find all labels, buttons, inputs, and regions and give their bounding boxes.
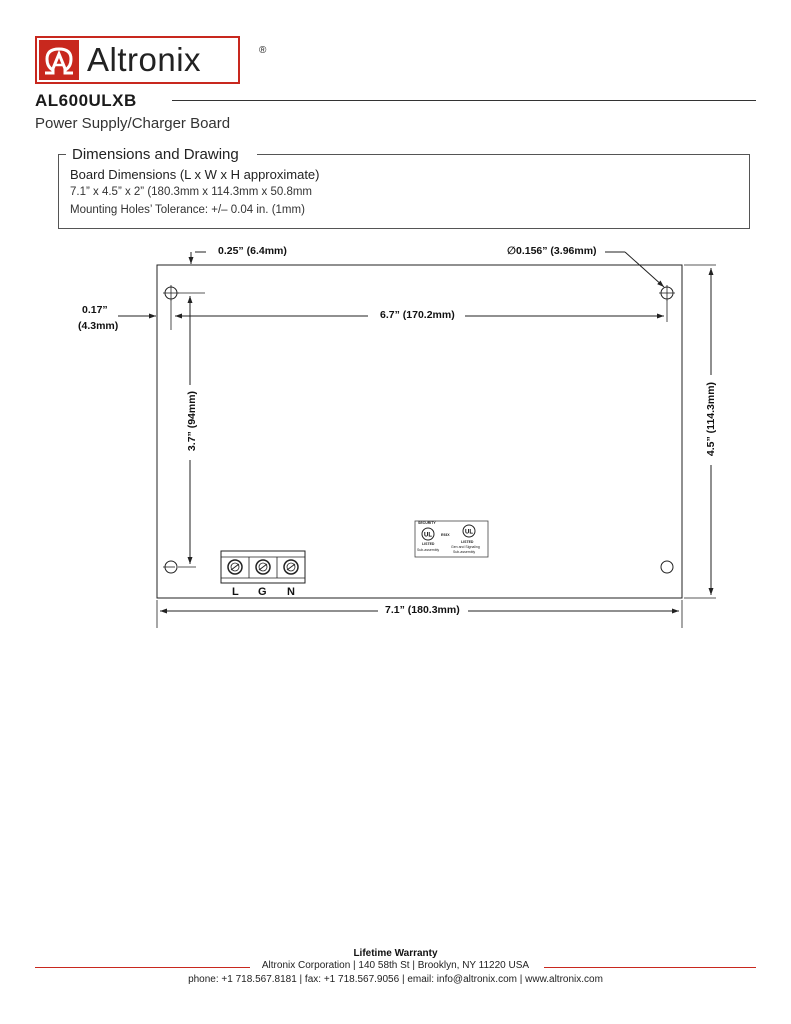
left-offset-inch-label: 0.17” bbox=[82, 304, 108, 316]
registered-mark: ® bbox=[259, 45, 267, 56]
hole-diameter-label: ∅0.156” (3.96mm) bbox=[507, 245, 597, 257]
ul-text: Gen and Signaling bbox=[451, 545, 480, 549]
ul-text: Sub-assembly bbox=[417, 548, 440, 552]
board-length-label: 7.1” (180.3mm) bbox=[385, 604, 460, 616]
dimensions-heading: Dimensions and Drawing bbox=[72, 146, 239, 163]
warranty-text: Lifetime Warranty bbox=[353, 948, 438, 959]
terminal-block bbox=[221, 551, 305, 583]
ul-text: SECURITY bbox=[418, 521, 436, 525]
brand-name: Altronix bbox=[87, 41, 202, 78]
hole-spacing-h-label: 6.7” (170.2mm) bbox=[380, 309, 455, 321]
terminal-label-l: L bbox=[232, 586, 239, 598]
model-number: AL600ULXB bbox=[35, 91, 137, 110]
ul-text: E93X bbox=[441, 533, 450, 537]
contact-info: phone: +1 718.567.8181 | fax: +1 718.567.9056 | email: info@altronix.com | www.altronix.com bbox=[188, 974, 603, 985]
ul-text: LISTED bbox=[422, 542, 435, 546]
hole-spacing-v-label: 3.7” (94mm) bbox=[186, 390, 198, 452]
left-offset-mm-label: (4.3mm) bbox=[78, 320, 119, 332]
top-offset-label: 0.25” (6.4mm) bbox=[218, 245, 287, 257]
company-address: Altronix Corporation | 140 58th St | Brooklyn, NY 11220 USA bbox=[261, 960, 530, 971]
svg-text:UL: UL bbox=[465, 529, 473, 536]
terminal-label-n: N bbox=[287, 586, 295, 598]
mounting-hole bbox=[661, 561, 673, 573]
board-dimensions-label: Board Dimensions (L x W x H approximate) bbox=[70, 167, 320, 182]
board-height-label: 4.5” (114.3mm) bbox=[705, 381, 717, 457]
svg-text:UL: UL bbox=[424, 532, 432, 539]
ul-text: LISTED bbox=[461, 540, 474, 544]
tolerance-text: Mounting Holes’ Tolerance: +/– 0.04 in. (1mm) bbox=[70, 204, 305, 216]
board-size-text: 7.1” x 4.5” x 2” (180.3mm x 114.3mm x 50.8mm bbox=[70, 186, 313, 198]
ul-text: Sub-assembly bbox=[453, 550, 476, 554]
product-subtitle: Power Supply/Charger Board bbox=[35, 115, 231, 132]
terminal-label-g: G bbox=[258, 586, 267, 598]
